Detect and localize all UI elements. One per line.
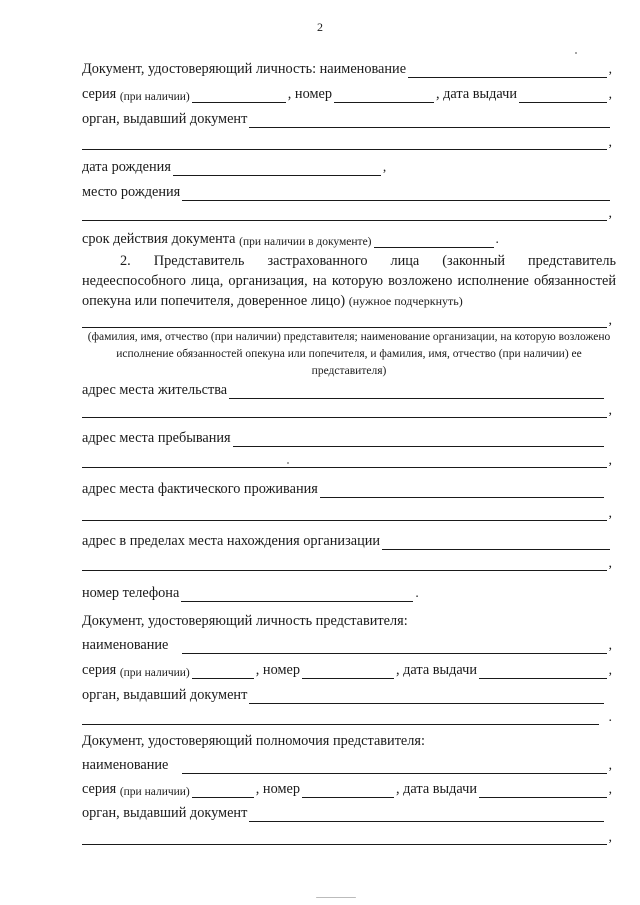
rep-auth-name-row — [82, 754, 612, 774]
comma: , — [608, 506, 612, 521]
birth-date-label: дата рождения — [82, 159, 171, 175]
rep-id-issue-date-field[interactable] — [479, 665, 607, 679]
section-2-number: 2. — [120, 253, 131, 269]
rep-auth-title-row — [82, 730, 612, 750]
comma: , — [608, 206, 612, 221]
id-doc-name-label: Документ, удостоверяющий личность: наименование — [82, 61, 407, 77]
stay-label: адрес места пребывания — [82, 430, 231, 446]
residence-row — [82, 379, 612, 399]
rep-id-number-field[interactable] — [302, 665, 394, 679]
actual-residence-field[interactable] — [320, 484, 604, 498]
rep-id-issue-date-label: , дата выдачи — [396, 662, 477, 678]
period: . — [415, 585, 419, 600]
comma: , — [608, 781, 612, 796]
rep-id-title-row — [82, 610, 612, 630]
comma: , — [608, 453, 612, 468]
rep-auth-number-label: , номер — [255, 781, 300, 797]
issuer-continuation-field[interactable] — [82, 136, 607, 150]
rep-auth-series-field[interactable] — [192, 784, 254, 798]
representative-caption: (фамилия, имя, отчество (при наличии) представителя; наименование организации, на которую возложено исполнение обязанностей опекуна или попечителя, и фамилия, имя, отчество (при наличии) ее представителя) — [87, 331, 611, 377]
org-location-row — [82, 530, 612, 550]
org-location-label: адрес в пределах места нахождения организации — [82, 533, 381, 549]
birth-place-field[interactable] — [182, 187, 610, 201]
rep-id-series-label: серия — [82, 662, 117, 678]
actual-residence-label: адрес места фактического проживания — [82, 481, 318, 497]
rep-id-issuer-continuation-row — [82, 711, 612, 725]
rep-auth-name-label: наименование — [82, 757, 169, 773]
org-location-continuation-row — [82, 557, 612, 571]
representative-name-row — [82, 314, 612, 328]
rep-id-name-row — [82, 634, 612, 654]
residence-field[interactable] — [229, 385, 604, 399]
stay-row — [82, 427, 612, 447]
residence-continuation-field[interactable] — [82, 404, 607, 418]
issuer-row — [82, 108, 612, 128]
phone-label: номер телефона — [82, 585, 180, 601]
comma: , — [608, 313, 612, 328]
issue-date-field[interactable] — [519, 89, 607, 103]
birth-date-field[interactable] — [173, 162, 381, 176]
org-location-field[interactable] — [382, 536, 610, 550]
rep-auth-issue-date-field[interactable] — [479, 784, 607, 798]
series-field[interactable] — [192, 89, 286, 103]
comma: , — [608, 86, 612, 101]
rep-auth-issuer-continuation-row — [82, 831, 612, 845]
section-2-paragraph — [82, 251, 616, 311]
scan-speck — [316, 897, 356, 898]
section-2-text: Представитель застрахованного лица (законный представитель недееспособного лица, организация, на которую возложено исполнение обязанностей опекуна или попечителя, доверенное лицо) — [82, 253, 616, 309]
rep-id-issuer-continuation-field[interactable] — [82, 711, 599, 725]
rep-auth-series-row — [82, 778, 612, 798]
validity-note: (при наличии в документе) — [239, 236, 372, 248]
rep-auth-issuer-field[interactable] — [249, 808, 604, 822]
birth-place-continuation-row — [82, 207, 612, 221]
comma: , — [382, 159, 387, 174]
rep-id-title: Документ, удостоверяющий личность представителя: — [82, 613, 408, 629]
birth-date-row — [82, 156, 612, 176]
comma: , — [608, 757, 612, 772]
birth-place-continuation-field[interactable] — [82, 207, 607, 221]
comma: , — [608, 61, 612, 76]
rep-id-issuer-field[interactable] — [249, 690, 604, 704]
scan-speck — [575, 52, 577, 54]
comma: , — [608, 135, 612, 150]
residence-label: адрес места жительства — [82, 382, 228, 398]
rep-id-if-any: (при наличии) — [119, 667, 190, 679]
stay-field[interactable] — [233, 433, 604, 447]
comma: , — [608, 662, 612, 677]
validity-field[interactable] — [374, 234, 494, 248]
comma: , — [608, 830, 612, 845]
comma: , — [608, 556, 612, 571]
actual-residence-continuation-row — [82, 507, 612, 521]
rep-id-series-field[interactable] — [192, 665, 254, 679]
scan-speck — [287, 462, 289, 464]
birth-place-row — [82, 181, 612, 201]
issuer-continuation-row — [82, 136, 612, 150]
id-doc-name-row — [82, 58, 612, 78]
rep-auth-series-label: серия — [82, 781, 117, 797]
phone-field[interactable] — [181, 588, 413, 602]
phone-row — [82, 582, 612, 602]
series-label: серия — [82, 86, 117, 102]
rep-auth-if-any: (при наличии) — [119, 786, 190, 798]
validity-label: срок действия документа — [82, 231, 236, 247]
rep-auth-issuer-continuation-field[interactable] — [82, 831, 607, 845]
rep-auth-title: Документ, удостоверяющий полномочия представителя: — [82, 733, 425, 749]
underline-note: (нужное подчеркнуть) — [348, 294, 463, 308]
issuer-label: орган, выдавший документ — [82, 111, 248, 127]
id-doc-name-field[interactable] — [408, 64, 607, 78]
org-location-continuation-field[interactable] — [82, 557, 607, 571]
rep-id-issuer-row — [82, 684, 612, 704]
rep-auth-issue-date-label: , дата выдачи — [396, 781, 477, 797]
comma: , — [608, 637, 612, 652]
stay-continuation-row — [82, 454, 612, 468]
id-doc-series-row — [82, 83, 612, 103]
stay-continuation-field[interactable] — [82, 454, 607, 468]
period: . — [495, 231, 499, 246]
number-label: , номер — [287, 86, 332, 102]
rep-auth-issuer-row — [82, 802, 612, 822]
issuer-field[interactable] — [249, 114, 610, 128]
validity-row — [82, 228, 612, 248]
residence-continuation-row — [82, 404, 612, 418]
rep-auth-number-field[interactable] — [302, 784, 394, 798]
comma: , — [608, 403, 612, 418]
actual-residence-continuation-field[interactable] — [82, 507, 607, 521]
if-any-note: (при наличии) — [119, 91, 190, 103]
period: . — [608, 710, 612, 725]
issue-date-label: , дата выдачи — [436, 86, 517, 102]
rep-id-name-field[interactable] — [182, 640, 606, 654]
number-field[interactable] — [334, 89, 434, 103]
birth-place-label: место рождения — [82, 184, 181, 200]
rep-auth-issuer-label: орган, выдавший документ — [82, 805, 248, 821]
rep-auth-name-field[interactable] — [182, 760, 606, 774]
rep-id-number-label: , номер — [255, 662, 300, 678]
representative-name-field[interactable] — [82, 314, 607, 328]
page-number: 2 — [317, 20, 323, 34]
rep-id-name-label: наименование — [82, 637, 169, 653]
actual-residence-row — [82, 478, 612, 498]
rep-id-issuer-label: орган, выдавший документ — [82, 687, 248, 703]
rep-id-series-row — [82, 659, 612, 679]
